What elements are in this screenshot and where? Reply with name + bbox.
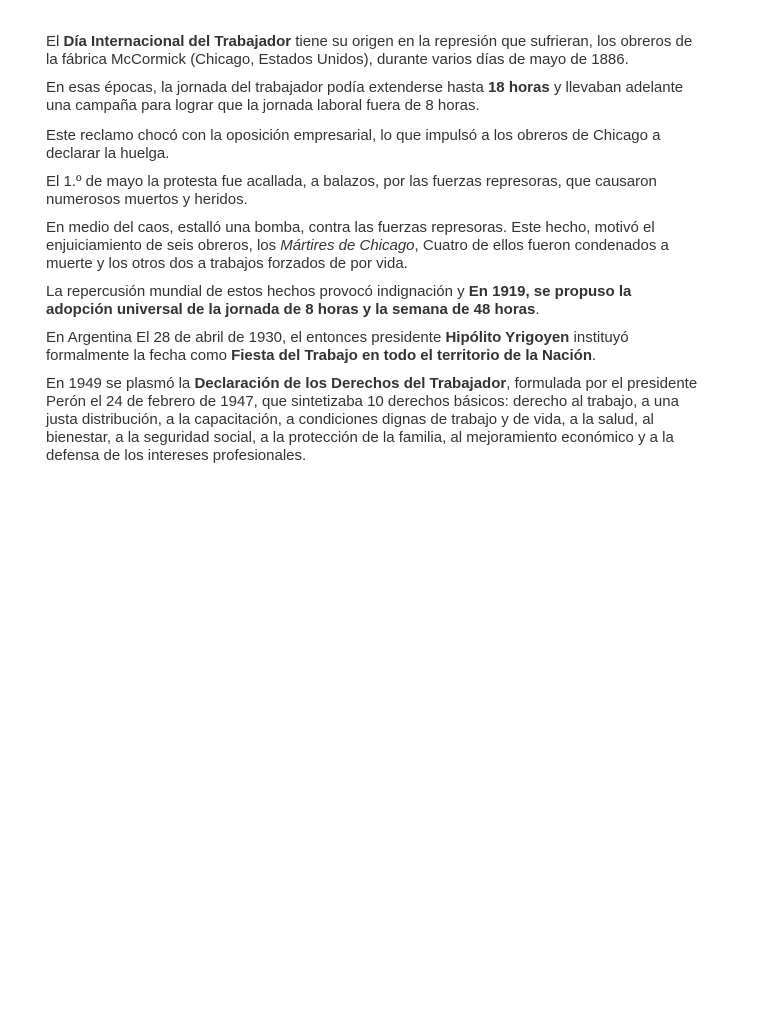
text-segment: , formulada por el presidente Perón el 24 de febrero de 1947, que sintetizaba 10 derechos básicos: derecho al trabajo, a una justa distribución, a la capacitación, a condiciones dignas de trabajo y de vida, a la salud, al bienestar, a la seguridad social, a la protección de la familia, al mejoramiento económico y a la defensa de los intereses profesionales. xyxy=(46,375,698,464)
text-segment: Este reclamo chocó con la oposición empresarial, lo que impulsó a los obreros de Chicago a declarar la huelga. xyxy=(46,127,661,162)
text-segment: y llevaban adelante una campaña para lograr que la jornada laboral fuera de 8 horas. xyxy=(46,79,684,114)
text-segment: . xyxy=(592,347,597,364)
bold-yrigoyen: Hipólito Yrigoyen xyxy=(445,329,570,346)
document-body xyxy=(46,33,698,475)
text-segment: tiene su origen en la represión que sufrieran, los obreros de la fábrica McCormick (Chicago, Estados Unidos), durante varios días de mayo de 1886. xyxy=(46,33,693,68)
text-segment: El xyxy=(46,33,64,50)
text-segment: La repercusión mundial de estos hechos provocó indignación y xyxy=(46,283,469,300)
text-segment: En esas épocas, la jornada del trabajador podía extenderse hasta xyxy=(46,79,488,96)
paragraph-strike xyxy=(46,127,698,163)
text-segment: El 1.º de mayo la protesta fue acallada, a balazos, por las fuerzas represoras, que causaron numerosos muertos y heridos. xyxy=(46,173,657,208)
text-segment: En Argentina El 28 de abril de 1930, el entonces presidente xyxy=(46,329,446,346)
paragraph-1919 xyxy=(46,283,698,319)
bold-fiesta-del-trabajo: Fiesta del Trabajo en todo el territorio de la Nación xyxy=(231,347,593,364)
text-segment: instituyó formalmente la fecha como xyxy=(46,329,629,364)
text-segment: En medio del caos, estalló una bomba, contra las fuerzas represoras. Este hecho, motivó el enjuiciamiento de seis obreros, los xyxy=(46,219,655,254)
bold-hours: 18 horas xyxy=(487,79,550,96)
paragraph-declaration xyxy=(46,375,698,465)
paragraph-origin xyxy=(46,33,698,69)
text-segment: En 1949 se plasmó la xyxy=(46,375,195,392)
text-segment: . xyxy=(535,301,540,318)
bold-day-title: Día Internacional del Trabajador xyxy=(63,33,292,50)
text-segment: , Cuatro de ellos fueron condenados a muerte y los otros dos a trabajos forzados de por vida. xyxy=(46,237,669,272)
paragraph-working-hours xyxy=(46,79,698,115)
bold-declaration: Declaración de los Derechos del Trabajador xyxy=(194,375,507,392)
paragraph-argentina xyxy=(46,329,698,365)
paragraph-may-first xyxy=(46,173,698,209)
paragraph-martyrs xyxy=(46,219,698,273)
bold-1919-proposal: En 1919, se propuso la adopción universal de la jornada de 8 horas y la semana de 48 horas xyxy=(46,283,632,318)
italic-martyrs: Mártires de Chicago xyxy=(280,237,415,254)
